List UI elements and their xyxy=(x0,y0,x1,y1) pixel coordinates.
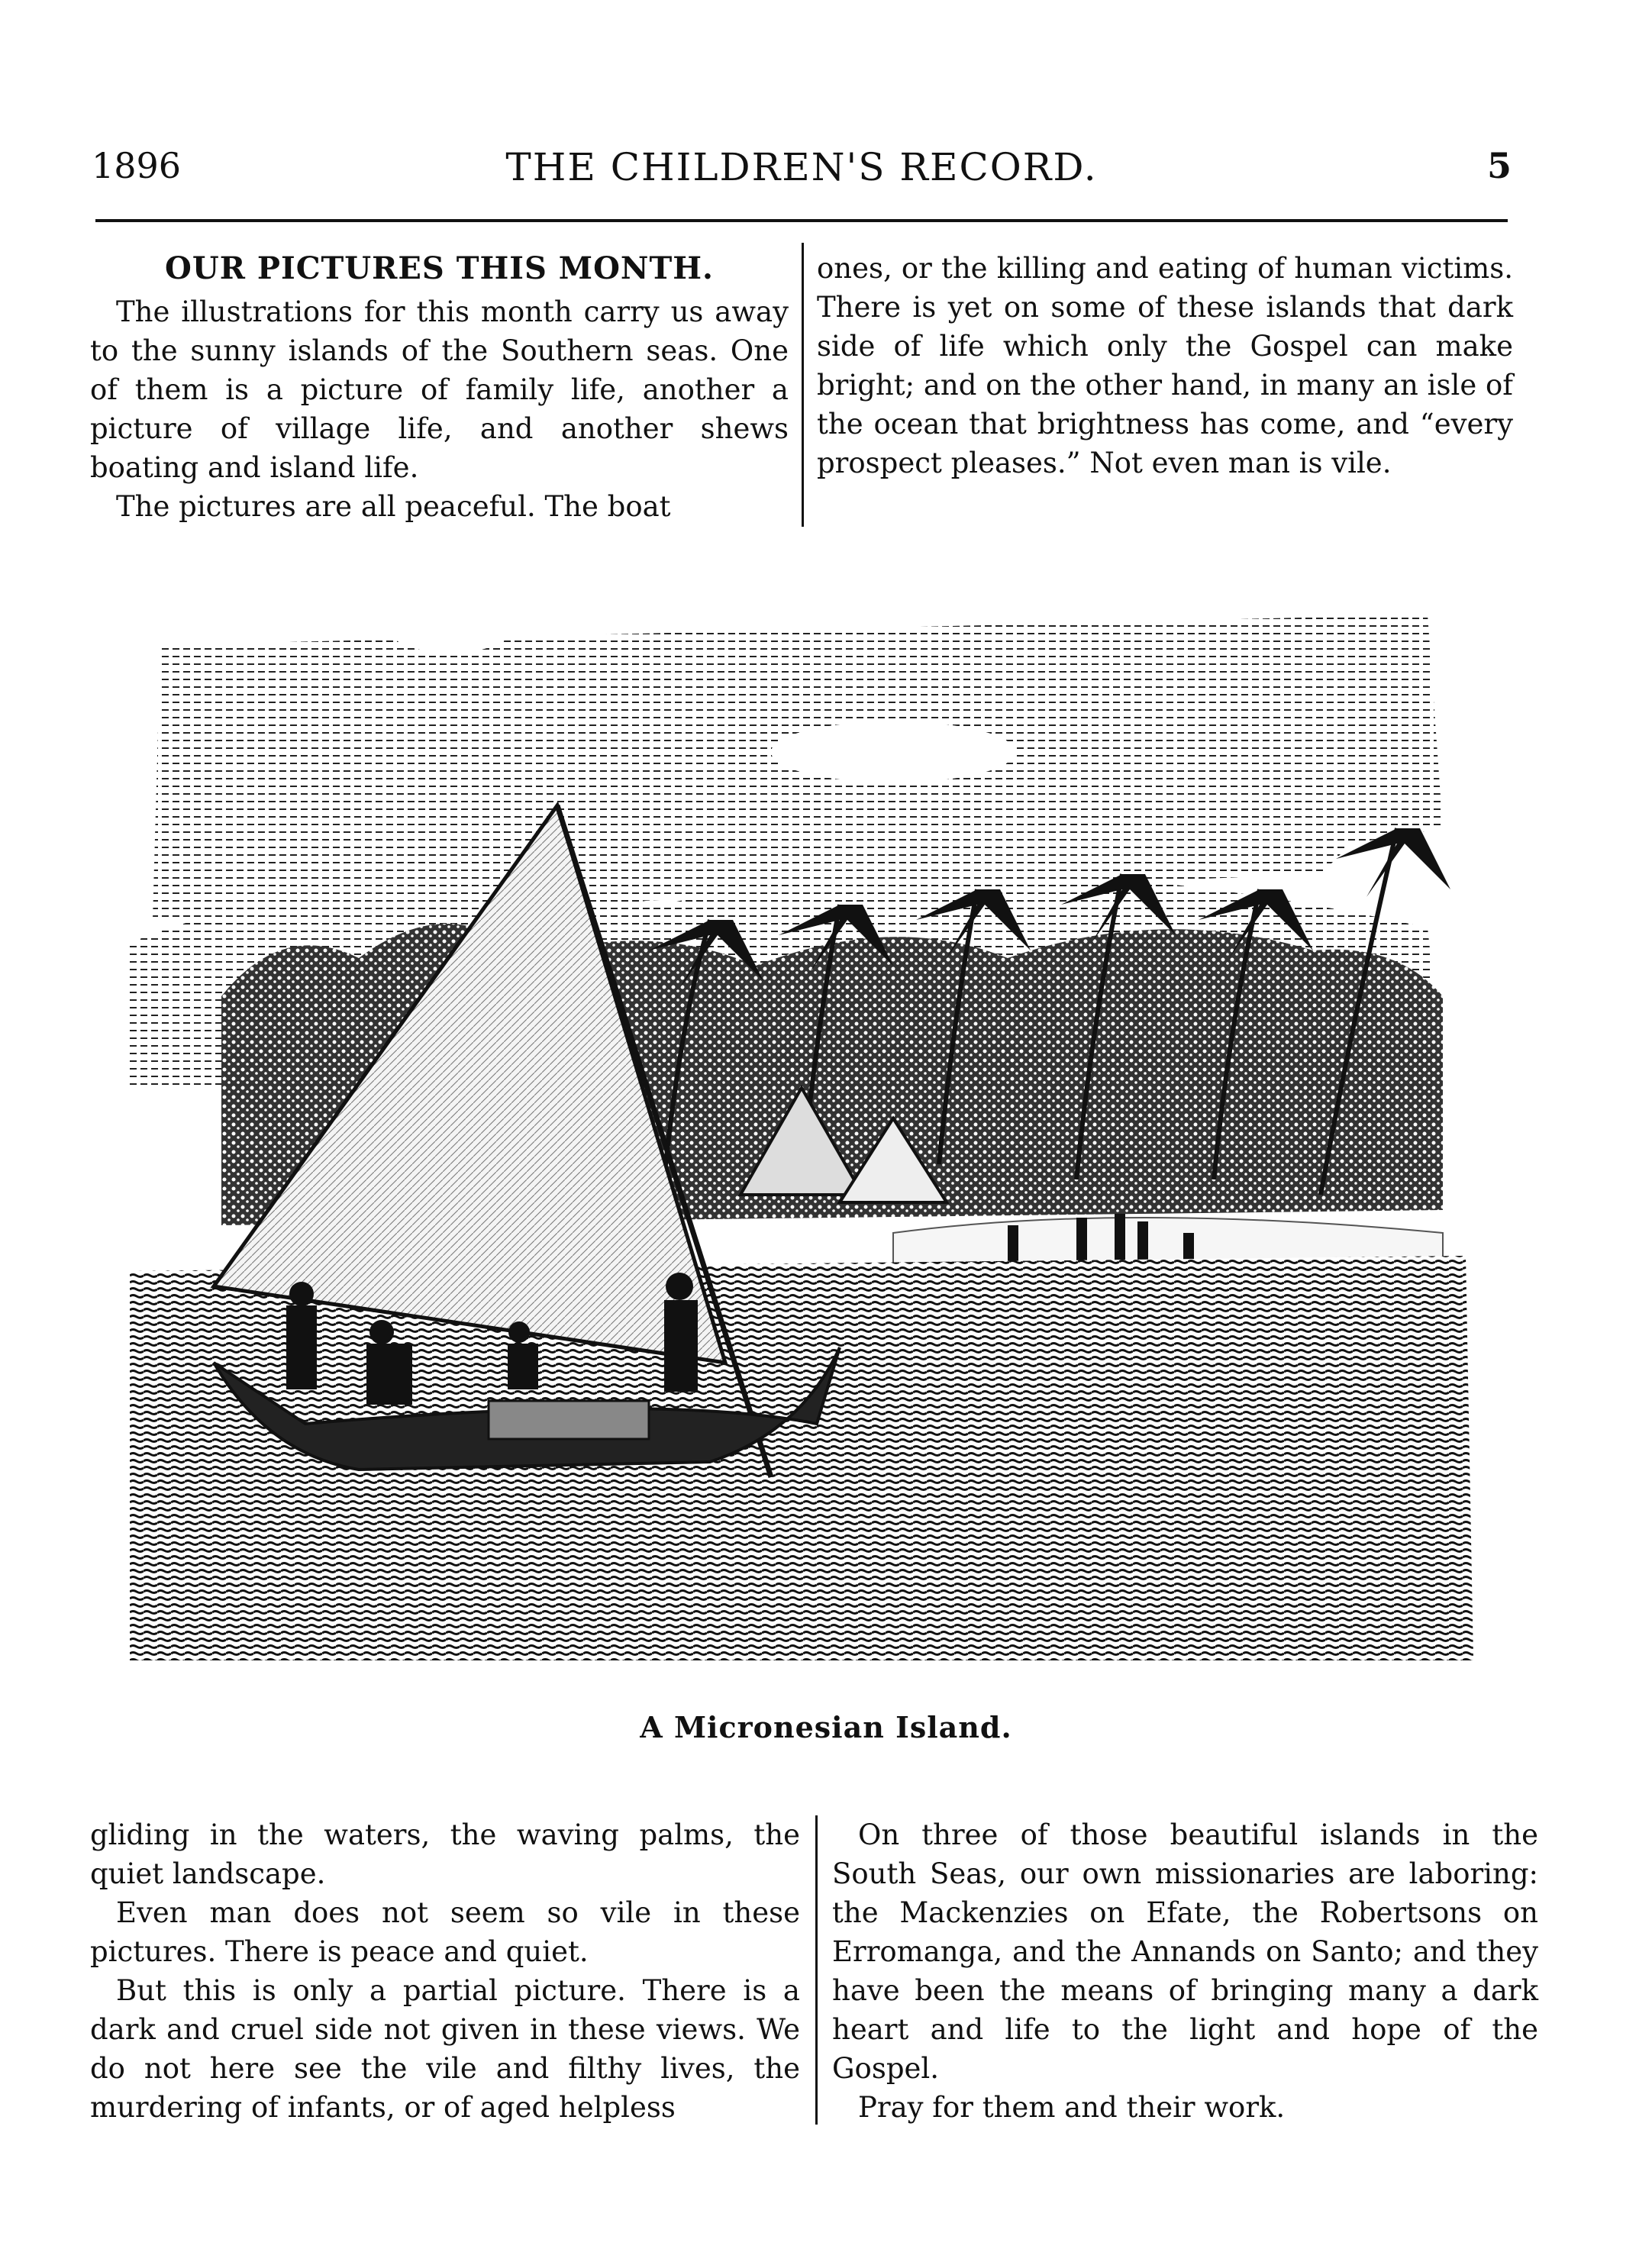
column-divider xyxy=(802,243,804,527)
engraving-illustration xyxy=(130,599,1504,1668)
page-year: 1896 xyxy=(92,145,182,186)
article-heading: OUR PICTURES THIS MONTH. xyxy=(165,250,714,286)
cloud xyxy=(389,607,511,653)
header-rule xyxy=(95,219,1508,222)
paragraph: The pictures are all peaceful. The boat xyxy=(116,490,671,523)
figure-caption: A Micronesian Island. xyxy=(640,1710,1012,1744)
paragraph: Even man does not seem so vile in these pictures. There is peace and quiet. xyxy=(90,1896,800,1968)
article-column-top-right xyxy=(817,249,1513,482)
column-divider xyxy=(815,1815,818,2125)
paragraph: ones, or the killing and eating of human victims. There is yet on some of these islands that dark side of life which only the Gospel can make bright; and on the other hand, in many an isle of the ocean that brightness has come, and “every prospect pleases.” Not even man is vile. xyxy=(817,252,1513,479)
page-number: 5 xyxy=(1486,145,1512,186)
canoe-deckhouse xyxy=(489,1401,649,1439)
article-column-bottom-left xyxy=(90,1815,800,2127)
paragraph: On three of those beautiful islands in the South Seas, our own missionaries are laboring: the Mackenzies on Efate, the Robertsons on Erromanga, and the Annands on Santo; and they have been the means of bringing many a dark heart and life to the light and hope of the Gospel. xyxy=(832,1818,1538,2085)
publication-title: THE CHILDREN'S RECORD. xyxy=(505,145,1098,189)
article-column-bottom-right xyxy=(832,1815,1538,2127)
paragraph: The illustrations for this month carry us away to the sunny islands of the Southern seas. One of them is a picture of family life, another a picture of village life, and another shews boating and island life. xyxy=(90,295,789,484)
paragraph: Pray for them and their work. xyxy=(858,2091,1286,2124)
paragraph: But this is only a partial picture. There is a dark and cruel side not given in these views. We do not here see the vile and filthy lives, the murdering of infants, or of aged helpless xyxy=(90,1974,800,2124)
article-column-top-left xyxy=(90,249,789,526)
island-engraving xyxy=(130,599,1504,1668)
page-header xyxy=(92,145,1512,206)
paragraph: gliding in the waters, the waving palms, the quiet landscape. xyxy=(90,1818,800,1890)
cloud xyxy=(771,721,1015,782)
